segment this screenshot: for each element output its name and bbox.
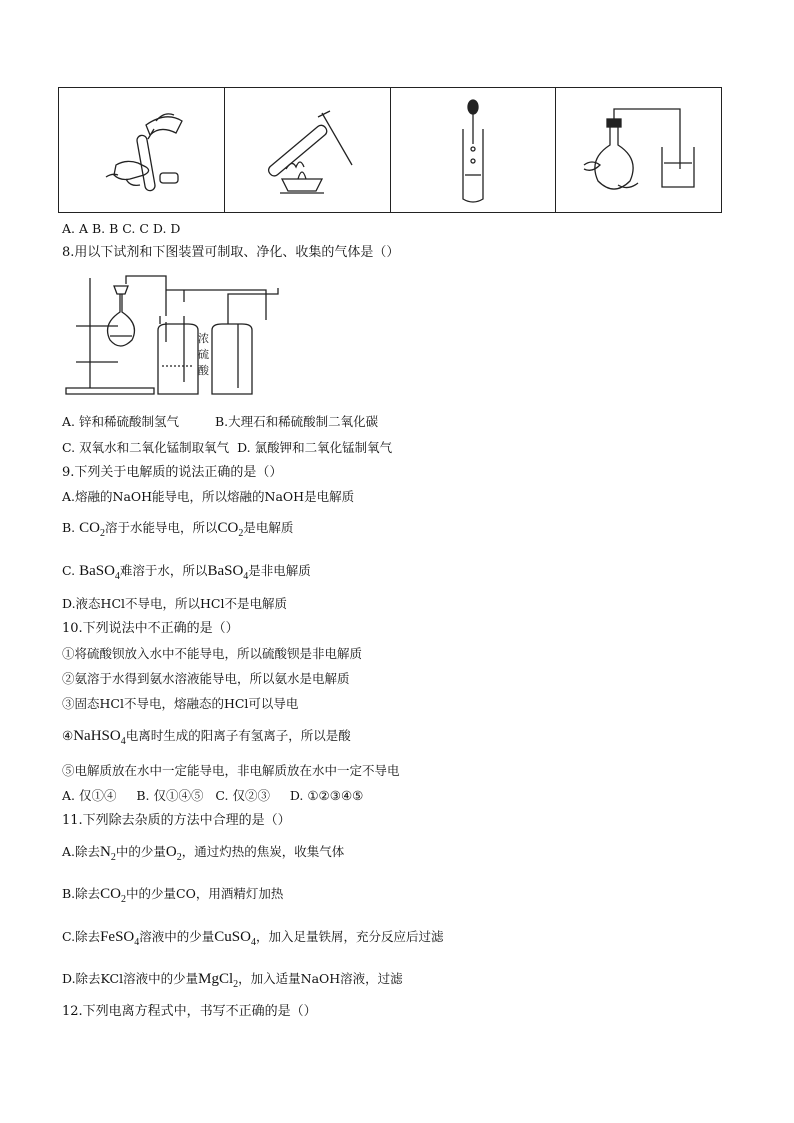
q9-stem: 9.下列关于电解质的说法正确的是（） [62, 465, 283, 480]
figure-cell-b [224, 88, 390, 213]
q10-statement-4: ④NaHSO$_4$电离时生成的阳离子有氢离子，所以是酸 [62, 728, 351, 747]
q7-options: A. A B. B C. C D. D [62, 221, 181, 236]
acid-label: 浓 [198, 332, 209, 345]
q9-option-d: D.液态HCl不导电，所以HCl不是电解质 [62, 596, 287, 611]
formula-mgcl2: MgCl$_2$ [198, 971, 239, 990]
q11-option-d: D.除去KCl溶液中的少量MgCl$_2$，加入适量NaOH溶液，过滤 [62, 971, 403, 990]
q7-figure-table [58, 87, 722, 213]
q12-stem: 12.下列电离方程式中，书写不正确的是（） [62, 1004, 317, 1019]
airtight-check-icon [574, 95, 704, 205]
q8-option-d: D. 氯酸钾和二氧化锰制氧气 [237, 440, 393, 455]
formula-feso4: FeSO$_4$ [100, 929, 140, 948]
pouring-liquid-icon [86, 95, 196, 205]
q10-statement-5: ⑤电解质放在水中一定能导电，非电解质放在水中一定不导电 [62, 763, 400, 778]
q8-options-ab [62, 414, 378, 430]
formula-n2: $N_2$ [100, 844, 116, 863]
svg-text:酸: 酸 [198, 364, 209, 377]
figure-cell-a [59, 88, 225, 213]
q8-option-c: C. 双氧水和二氧化锰制取氧气 [62, 440, 230, 455]
formula-nahso4: NaHSO$_4$ [73, 728, 126, 747]
q10-statement-2: ②氨溶于水得到氨水溶液能导电，所以氨水是电解质 [62, 671, 350, 686]
q10-stem: 10.下列说法中不正确的是（） [62, 621, 239, 636]
q10-statement-3: ③固态HCl不导电，熔融态的HCl可以导电 [62, 696, 299, 711]
q9-option-b: B. $CO_2$溶于水能导电，所以$CO_2$是电解质 [62, 520, 294, 539]
q9-option-a: A.熔融的NaOH能导电，所以熔融的NaOH是电解质 [62, 489, 355, 504]
heating-test-tube-icon [252, 95, 362, 205]
figure-cell-d [556, 88, 722, 213]
q8-option-a: A. 锌和稀硫酸制氢气 [62, 414, 179, 429]
q11-stem: 11.下列除去杂质的方法中合理的是（） [62, 813, 291, 828]
formula-o2: $O_2$ [165, 844, 182, 863]
q9-option-c: C. BaSO$_4$难溶于水，所以BaSO$_4$是非电解质 [62, 563, 311, 582]
q11-option-c: C.除去FeSO$_4$溶液中的少量CuSO$_4$，加入足量铁屑，充分反应后过滤 [62, 929, 444, 948]
q8-option-b: B.大理石和稀硫酸制二氧化碳 [214, 414, 379, 429]
q10-statement-1: ①将硫酸钡放入水中不能导电，所以硫酸钡是非电解质 [62, 646, 363, 661]
q8-stem: 8.用以下试剂和下图装置可制取、净化、收集的气体是（） [62, 245, 400, 260]
dropper-test-tube-icon [418, 95, 528, 205]
q11-option-b: B.除去$CO_2$中的少量CO，用酒精灯加热 [62, 886, 284, 905]
figure-cell-c [390, 88, 556, 213]
formula-cuso4: CuSO$_4$ [214, 929, 256, 948]
svg-text:硫: 硫 [198, 348, 209, 361]
q10-options: A. 仅①④ B. 仅①④⑤ C. 仅②③ D. ①②③④⑤ [62, 788, 364, 803]
formula-co2: $CO_2$ [79, 520, 105, 539]
q11-option-a: A.除去$N_2$中的少量$O_2$，通过灼热的焦炭，收集气体 [62, 844, 345, 863]
gas-apparatus-figure [62, 270, 298, 400]
formula-baso4: BaSO$_4$ [79, 563, 120, 582]
q8-options-cd [62, 440, 392, 456]
